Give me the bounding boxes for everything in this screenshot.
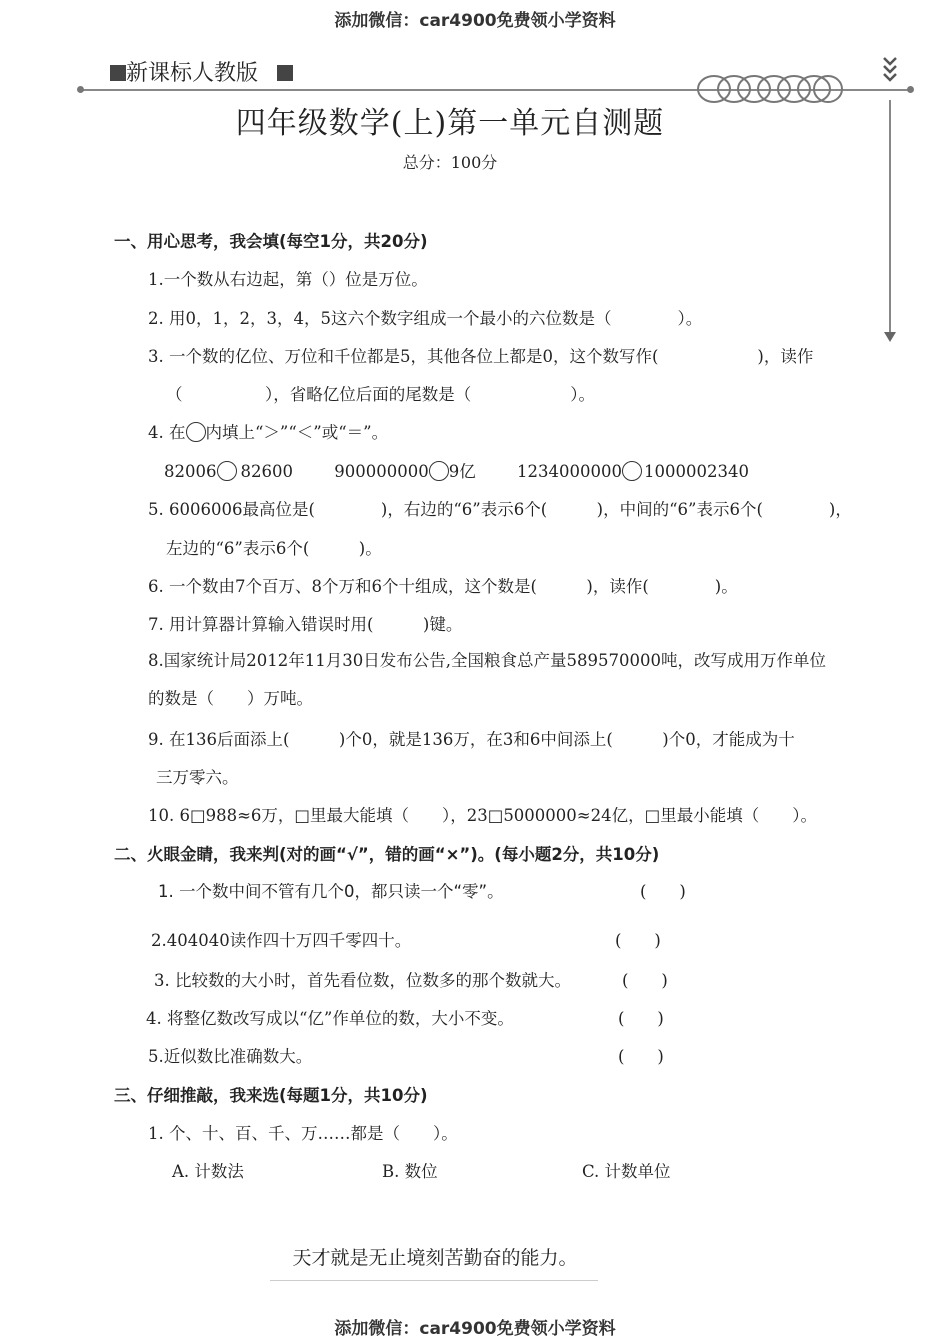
- compare-circle-icon: [622, 461, 642, 481]
- s1-question-8-line1: 8.国家统计局2012年11月30日发布公告,全国粮食总产量589570000吨，改写成用万作单位: [148, 651, 826, 670]
- total-score: 总分：100分: [402, 153, 498, 172]
- s2-answer-paren-3: ( ): [622, 971, 668, 990]
- chevron-down-icon: [880, 56, 900, 84]
- motto-rule: [270, 1280, 598, 1281]
- footer-motto: 天才就是无止境刻苦勤奋的能力。: [292, 1247, 578, 1269]
- rule-left-dot: [77, 86, 84, 93]
- s2-question-1: 1. 一个数中间不管有几个0，都只读一个“零”。: [158, 882, 504, 901]
- s1-question-7: 7. 用计算器计算输入错误时用( )键。: [148, 615, 463, 634]
- compare-circle-icon: [186, 422, 206, 442]
- brand-square-icon: [110, 65, 126, 81]
- s1-question-3-line2: （ ），省略亿位后面的尾数是（ ）。: [166, 385, 595, 404]
- bottom-watermark: 添加微信：car4900免费领小学资料: [334, 1319, 616, 1339]
- compare-circle-icon: [217, 461, 237, 481]
- s1-question-3-line1: 3. 一个数的亿位、万位和千位都是5，其他各位上都是0，这个数写作( )，读作: [148, 347, 814, 366]
- section-1-heading: 一、用心思考，我会填(每空1分，共20分): [114, 232, 428, 251]
- s1-question-5-line1: 5. 6006006最高位是( )，右边的“6”表示6个( )，中间的“6”表示6个( )，: [148, 500, 852, 519]
- s1-question-5-line2: 左边的“6”表示6个( )。: [166, 539, 382, 558]
- s2-answer-paren-5: ( ): [618, 1047, 664, 1066]
- s1-question-9-line1: 9. 在136后面添上( )个0，就是136万，在3和6中间添上( )个0，才能成为十: [148, 730, 795, 749]
- section-3-heading: 三、仔细推敲，我来选(每题1分，共10分): [114, 1086, 428, 1105]
- s1-question-9-line2: 三万零六。: [156, 768, 239, 787]
- s1-question-2: 2. 用0，1，2，3，4，5这六个数字组成一个最小的六位数是（ ）。: [148, 309, 703, 328]
- compare-circle-icon: [429, 461, 449, 481]
- page-title: 四年级数学(上)第一单元自测题: [235, 106, 665, 141]
- section-2-heading: 二、火眼金睛，我来判(对的画“√”，错的画“×”)。(每小题2分，共10分): [114, 845, 660, 864]
- s2-question-3: 3. 比较数的大小时，首先看位数，位数多的那个数就大。: [154, 971, 571, 990]
- brand-label: 新课标人教版: [110, 56, 293, 87]
- s2-answer-paren-1: ( ): [640, 882, 686, 901]
- s1-question-10: 10. 6□988≈6万，□里最大能填（ ），23□5000000≈24亿，□里最小能填（ ）。: [148, 806, 817, 825]
- s3-option-a: A. 计数法: [172, 1162, 244, 1181]
- rule-right-dot: [907, 86, 914, 93]
- arrow-down-icon: [883, 330, 897, 344]
- s3-option-b: B. 数位: [382, 1162, 438, 1181]
- s2-question-2: 2.404040读作四十万四千零四十。: [151, 931, 412, 950]
- top-watermark: 添加微信：car4900免费领小学资料: [334, 11, 616, 31]
- s1-question-6: 6. 一个数由7个百万、8个万和6个十组成，这个数是( )，读作( )。: [148, 577, 738, 596]
- s2-answer-paren-2: ( ): [615, 931, 661, 950]
- s1-question-8-line2: 的数是（ ）万吨。: [148, 689, 313, 708]
- s1-question-4: 4. 在 内填上“＞”“＜”或“＝”。: [148, 423, 389, 442]
- s2-answer-paren-4: ( ): [618, 1009, 664, 1028]
- s3-question-1: 1. 个、十、百、千、万……都是（ ）。: [148, 1124, 458, 1143]
- s2-question-4: 4. 将整亿数改写成以“亿”作单位的数，大小不变。: [146, 1009, 514, 1028]
- brand-square-icon-right: [277, 65, 293, 81]
- s3-option-c: C. 计数单位: [582, 1162, 671, 1181]
- s1-question-1: 1.一个数从右边起，第（）位是万位。: [148, 270, 428, 289]
- s1-question-4-items: 82006 82600 900000000 9亿 1234000000 1000002340: [164, 462, 749, 481]
- s2-question-5: 5.近似数比准确数大。: [148, 1047, 313, 1066]
